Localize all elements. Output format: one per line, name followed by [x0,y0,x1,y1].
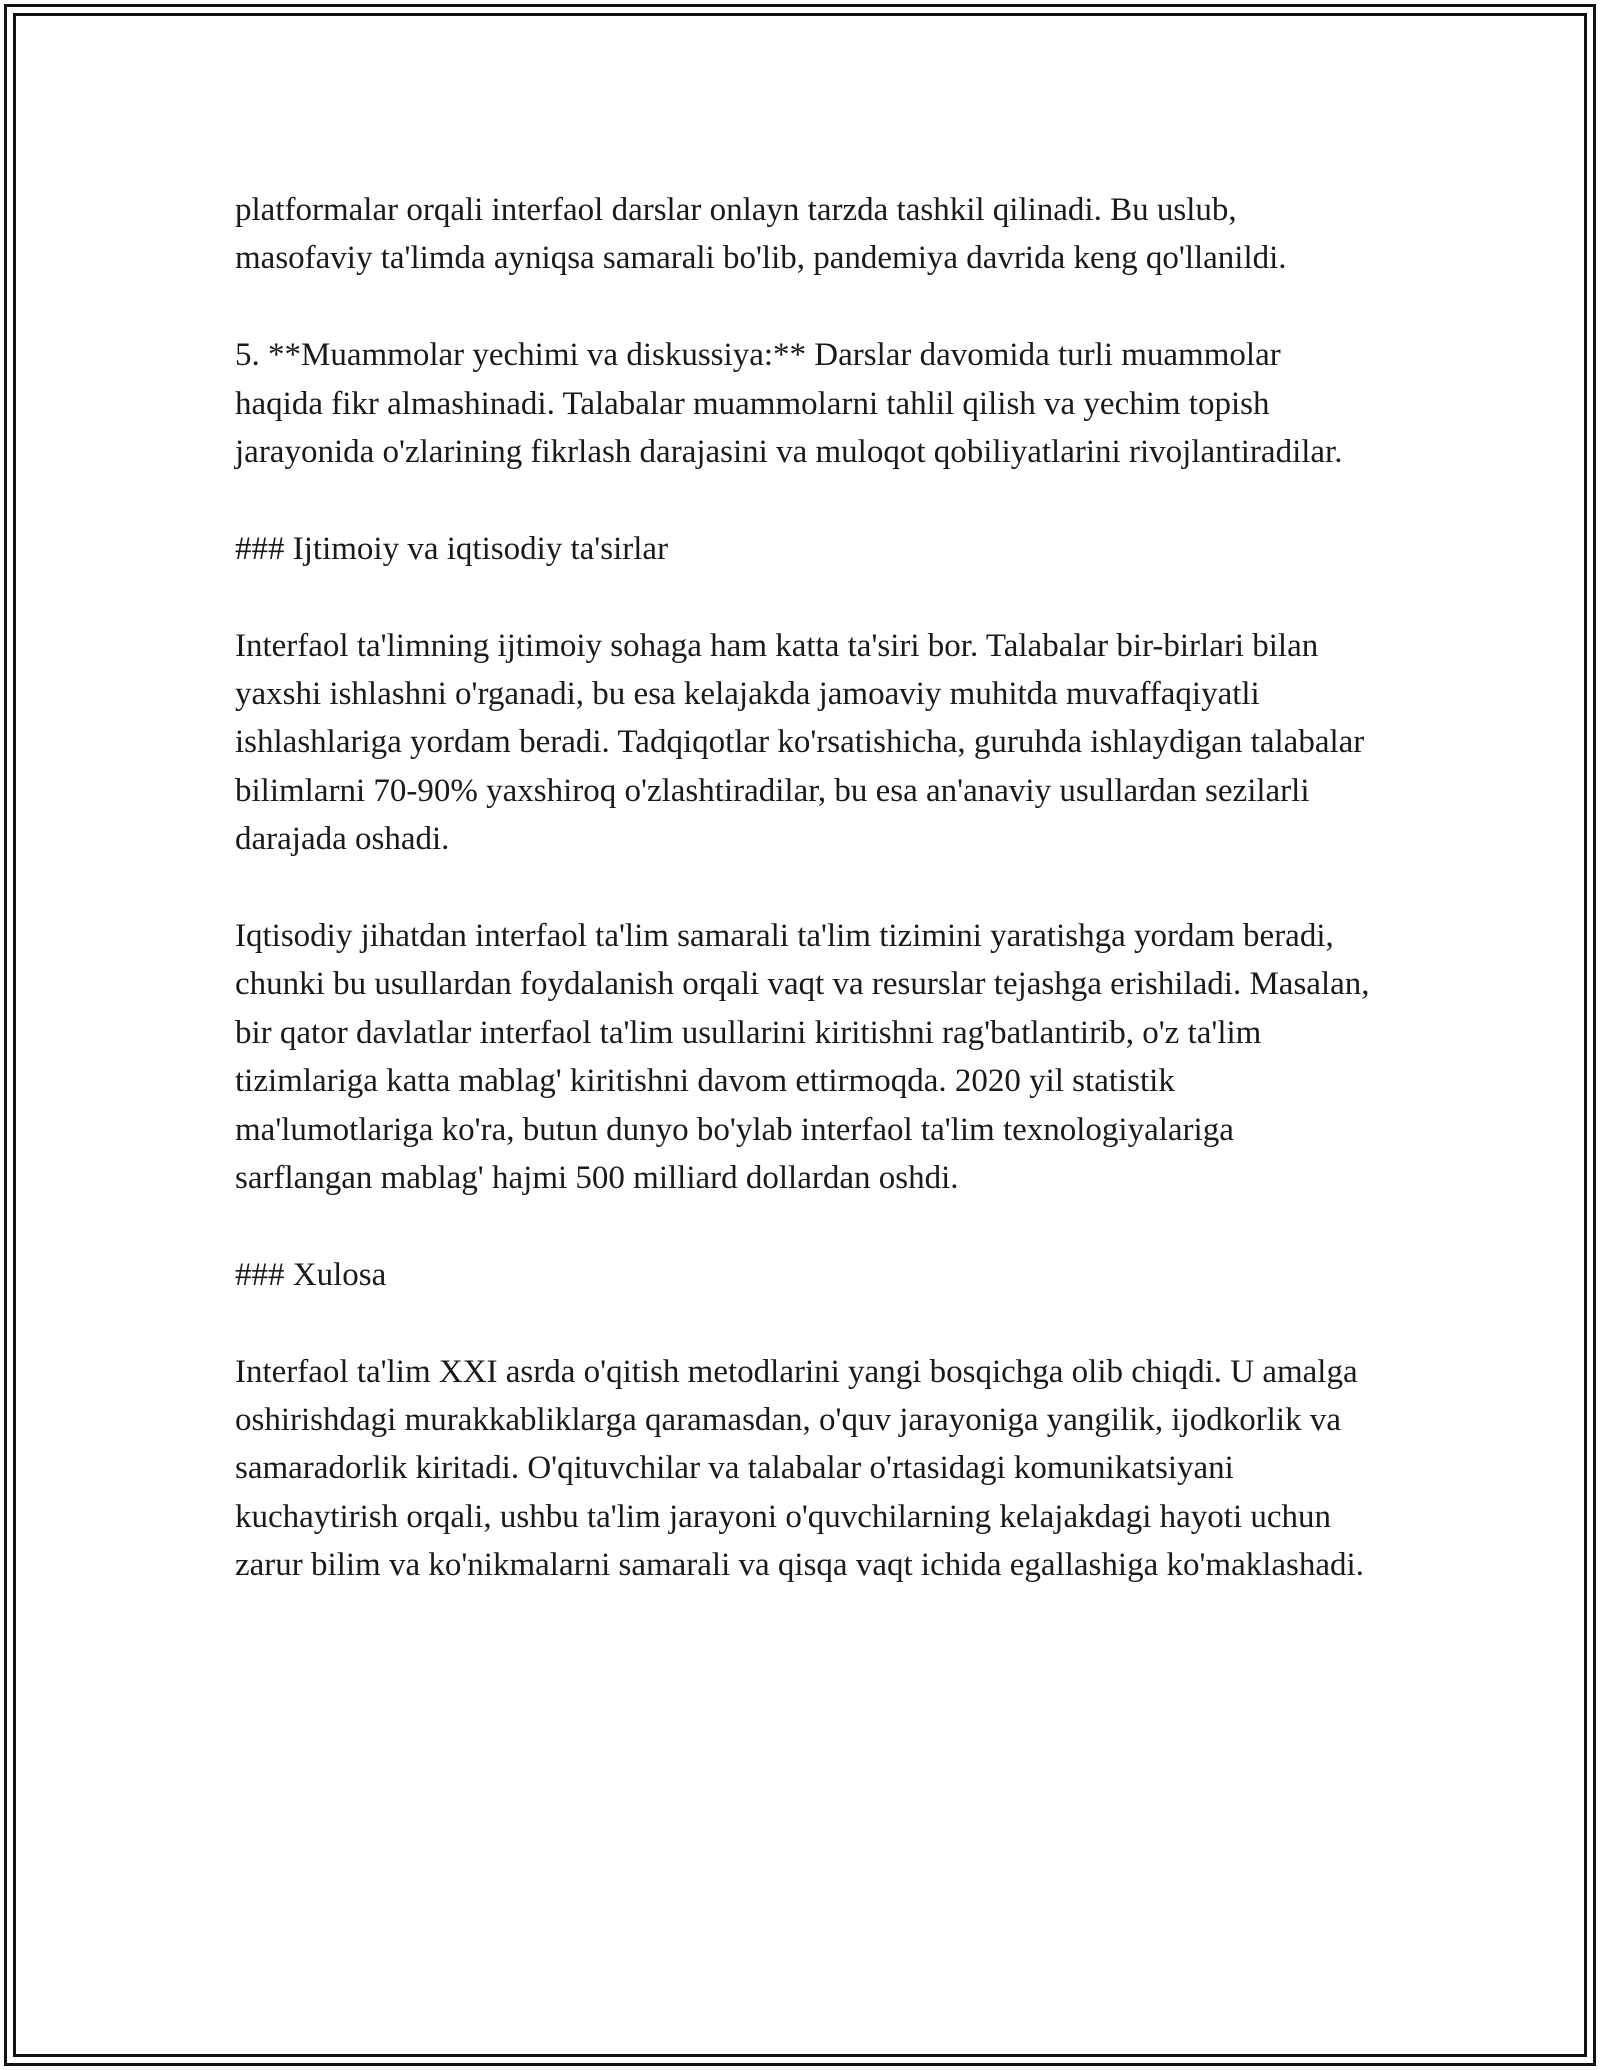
paragraph-platform-lessons: platformalar orqali interfaol darslar onlayn tarzda tashkil qilinadi. Bu uslub, masofaviy ta'limda ayniqsa samarali bo'lib, pandemiya davrida keng qo'llanildi. [235,192,1287,277]
heading-social-economic-impact: ### Ijtimoiy va iqtisodiy ta'sirlar [235,530,669,567]
paragraph-problem-solving: 5. **Muammolar yechimi va diskussiya:** Darslar davomida turli muammolar haqida fikr almashinadi. Talabalar muammolarni tahlil qilish va yechim topish jarayonida o'zlarining fikrlash darajasini va muloqot qobiliyatlarini rivojlantiradilar. [235,337,1343,471]
paragraph-social-impact: Interfaol ta'limning ijtimoiy sohaga ham katta ta'siri bor. Talabalar bir-birlari bilan yaxshi ishlashni o'rganadi, bu esa kelajakda jamoaviy muhitda muvaffaqiyatli ishlashlariga yordam beradi. Tadqiqotlar ko'rsatishicha, guruhda ishlaydigan talabalar bilimlarni 70-90% yaxshiroq o'zlashtiradilar, bu esa an'anaviy usullardan sezilarli darajada oshadi. [235,627,1365,858]
heading-conclusion: ### Xulosa [235,1256,387,1293]
paragraph-conclusion: Interfaol ta'lim XXI asrda o'qitish metodlarini yangi bosqichga olib chiqdi. U amalga oshirishdagi murakkabliklarga qaramasdan, o'quv jarayoniga yangilik, ijodkorlik va samaradorlik kiritadi. O'qituvchilar va talabalar o'rtasidagi komunikatsiyani kuchaytirish orqali, ushbu ta'lim jarayoni o'quvchilarning kelajakdagi hayoti uchun zarur bilim va ko'nikmalarni samarali va qisqa vaqt ichida egallashiga ko'maklashadi. [235,1353,1364,1584]
document-body [235,186,1375,1590]
paragraph-economic-impact: Iqtisodiy jihatdan interfaol ta'lim samarali ta'lim tizimini yaratishga yordam beradi, chunki bu usullardan foydalanish orqali vaqt va resurslar tejashga erishiladi. Masalan, bir qator davlatlar interfaol ta'lim usullarini kiritishni rag'batlantirib, o'z ta'lim tizimlariga katta mablag' kiritishni davom ettirmoqda. 2020 yil statistik ma'lumotlariga ko'ra, butun dunyo bo'ylab interfaol ta'lim texnologiyalariga sarflangan mablag' hajmi 500 milliard dollardan oshdi. [235,918,1370,1197]
